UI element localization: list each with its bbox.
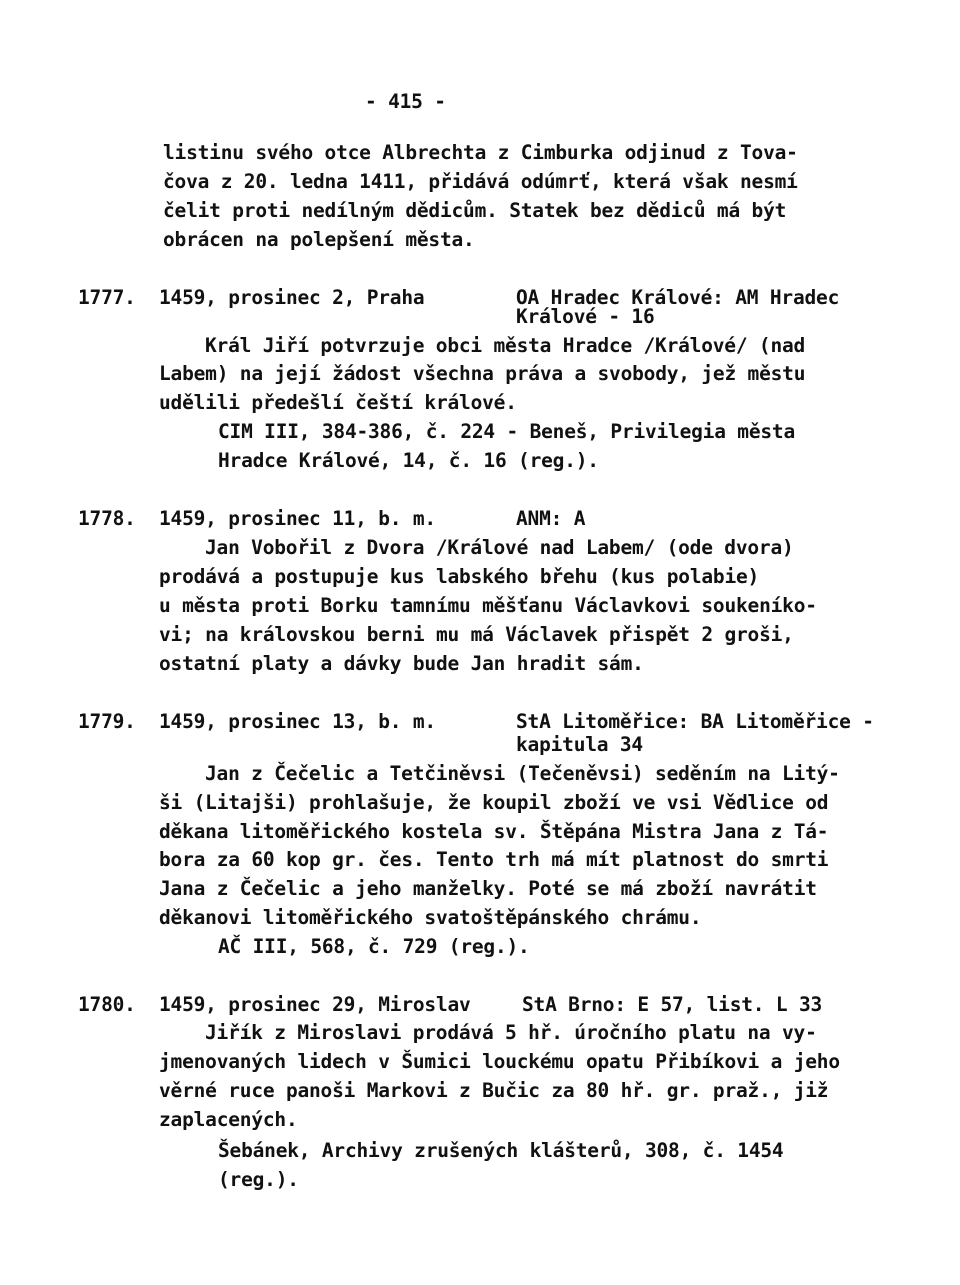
entry-text-line: Jan Vobořil z Dvora /Králové nad Labem/ (ode dvora) — [205, 536, 794, 559]
entry-text-line: Jan z Čečelic a Tetčiněvsi (Tečeněvsi) seděním na Litý- — [205, 762, 840, 785]
entry-date-place: 1459, prosinec 29, Miroslav — [159, 993, 471, 1016]
entry-reference: (reg.). — [218, 1168, 299, 1191]
entry-text-line: děkana litoměřického kostela sv. Štěpána Mistra Jana z Tá- — [159, 820, 829, 843]
entry-reference: AČ III, 568, č. 729 (reg.). — [218, 935, 530, 958]
entry-text-line: bora za 60 kop gr. čes. Tento trh má mít platnost do smrti — [159, 848, 829, 871]
entry-text-line: děkanovi litoměřického svatoštěpánského chrámu. — [159, 906, 702, 929]
entry-text-line: Labem) na její žádost všechna práva a svobody, jež městu — [159, 362, 806, 385]
entry-archive: StA Litoměřice: BA Litoměřice - — [516, 710, 874, 733]
entry-reference: Hradce Králové, 14, č. 16 (reg.). — [218, 449, 599, 472]
intro-line: listinu svého otce Albrechta z Cimburka odjinud z Tova- — [163, 141, 798, 164]
entry-text-line: prodává a postupuje kus labského břehu (kus polabie) — [159, 565, 760, 588]
entry-number: 1778. — [78, 507, 136, 530]
entry-text-line: zaplacených. — [159, 1108, 298, 1131]
entry-reference: Šebánek, Archivy zrušených klášterů, 308, č. 1454 — [218, 1139, 784, 1162]
entry-text-line: vi; na královskou berni mu má Václavek přispět 2 groši, — [159, 623, 794, 646]
entry-archive: kapitula 34 — [516, 733, 643, 756]
entry-text-line: Jana z Čečelic a jeho manželky. Poté se má zboží navrátit — [159, 877, 817, 900]
entry-text-line: Jiřík z Miroslavi prodává 5 hř. úročního platu na vy- — [205, 1021, 817, 1044]
entry-text-line: ostatní platy a dávky bude Jan hradit sám. — [159, 652, 644, 675]
entry-date-place: 1459, prosinec 2, Praha — [159, 286, 425, 309]
entry-archive: Králové - 16 — [516, 305, 655, 328]
entry-archive: StA Brno: E 57, list. L 33 — [522, 993, 823, 1016]
entry-reference: CIM III, 384-386, č. 224 - Beneš, Privilegia města — [218, 420, 795, 443]
entry-text-line: u města proti Borku tamnímu měšťanu Václavkovi soukeníko- — [159, 594, 817, 617]
entry-number: 1777. — [78, 286, 136, 309]
entry-archive: ANM: A — [516, 507, 586, 530]
entry-date-place: 1459, prosinec 11, b. m. — [159, 507, 436, 530]
intro-line: čova z 20. ledna 1411, přidává odúmrť, která však nesmí — [163, 170, 798, 193]
page-number: - 415 - — [365, 90, 446, 113]
entry-number: 1779. — [78, 710, 136, 733]
entry-text-line: udělili předešlí čeští králové. — [159, 391, 517, 414]
intro-line: obrácen na polepšení města. — [163, 228, 475, 251]
entry-archive: OA Hradec Králové: AM Hradec — [516, 286, 840, 309]
entry-text-line: ši (Litajši) prohlašuje, že koupil zboží ve vsi Vědlice od — [159, 791, 829, 814]
entry-text-line: Král Jiří potvrzuje obci města Hradce /Králové/ (nad — [205, 334, 806, 357]
entry-number: 1780. — [78, 993, 136, 1016]
entry-text-line: věrné ruce panoši Markovi z Bučic za 80 hř. gr. praž., již — [159, 1079, 829, 1102]
entry-date-place: 1459, prosinec 13, b. m. — [159, 710, 436, 733]
intro-line: čelit proti nedílným dědicům. Statek bez dědiců má být — [163, 199, 787, 222]
entry-text-line: jmenovaných lidech v Šumici louckému opatu Přibíkovi a jeho — [159, 1050, 840, 1073]
